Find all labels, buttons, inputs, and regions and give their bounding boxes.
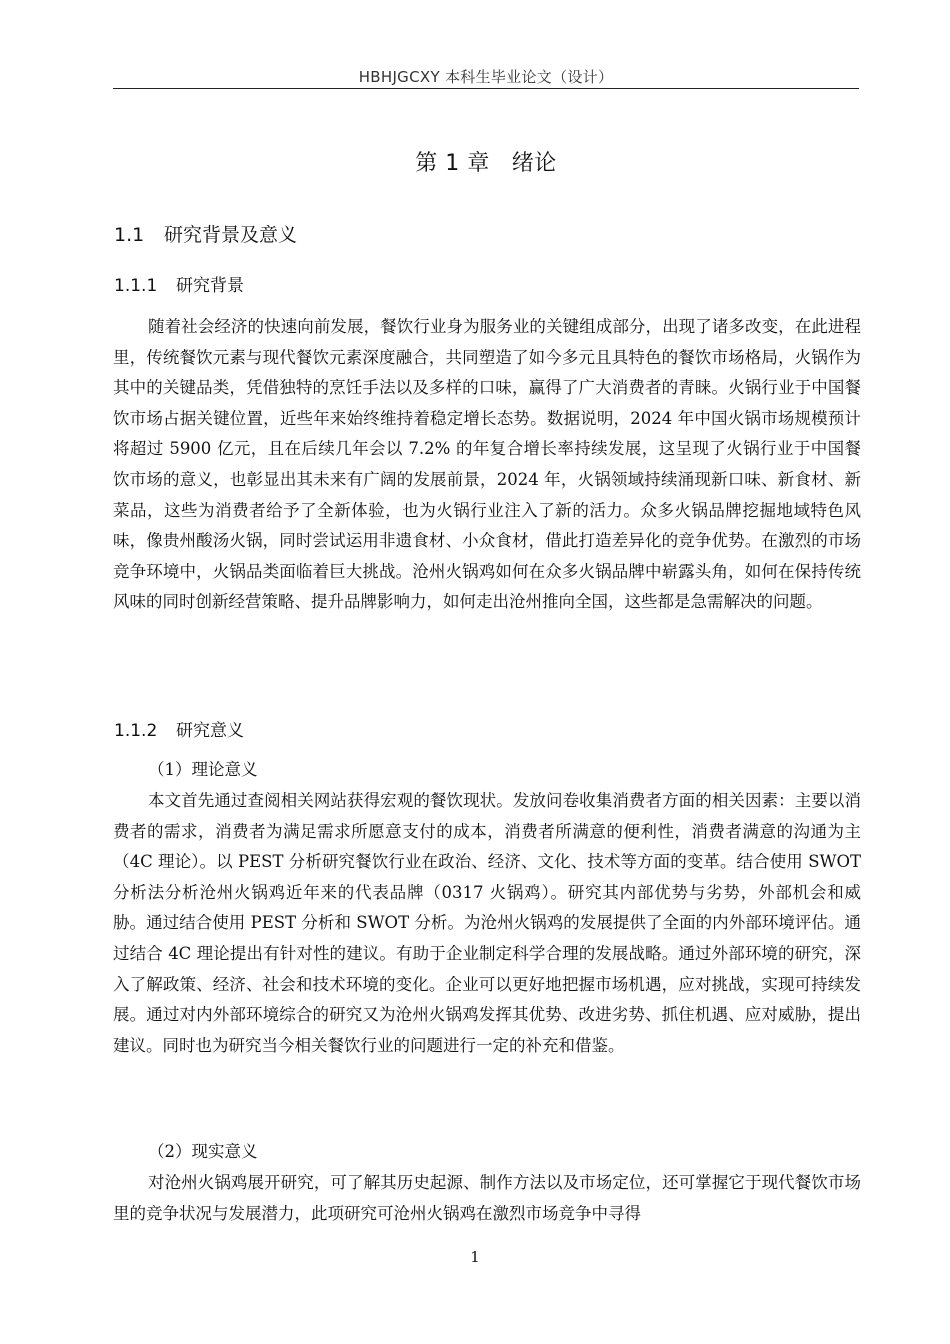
theory-label: （1）理论意义: [148, 760, 258, 779]
section-number: 1.1: [114, 224, 145, 246]
subsection-number: 1.1.1: [114, 276, 158, 296]
theory-paragraph: 本文首先通过查阅相关网站获得宏观的餐饮现状。发放问卷收集消费者方面的相关因素：主要以消费者的需求，消费者为满足需求所愿意支付的成本，消费者所满意的便利性，消费者满意的沟通为主（4C 理论）。以 PEST 分析研究餐饮行业在政治、经济、文化、技术等方面的变革。结合使用 SWOT 分析法分析沧州火锅鸡近年来的代表品牌（0317 火锅鸡）。研究其内部优势与劣势，外部机会和威胁。通过结合使用 PEST 分析和 SWOT 分析。为沧州火锅鸡的发展提供了全面的内外部环境评估。通过结合 4C 理论提出有针对性的建议。有助于企业制定科学合理的发展战略。通过外部环境的研究，深入了解政策、经济、社会和技术环境的变化。企业可以更好地把握市场机遇，应对挑战，实现可持续发展。通过对内外部环境综合的研究又为沧州火锅鸡发挥其优势、改进劣势、抓住机遇、应对威胁，提出建议。同时也为研究当今相关餐饮行业的问题进行一定的补充和借鉴。: [113, 791, 861, 1055]
practice-label: （2）现实意义: [148, 1142, 258, 1161]
chapter-number: 第 1 章: [415, 151, 490, 176]
chapter-title: [113, 146, 859, 177]
subsection-number: 1.1.2: [114, 721, 158, 741]
section-heading: [114, 220, 297, 247]
subsection-heading-background: [114, 271, 244, 296]
header-divider: [113, 88, 859, 89]
background-paragraph: 随着社会经济的快速向前发展，餐饮行业身为服务业的关键组成部分，出现了诸多改变，在此进程里，传统餐饮元素与现代餐饮元素深度融合，共同塑造了如今多元且具特色的餐饮市场格局，火锅作为其中的关键品类，凭借独特的烹饪手法以及多样的口味，赢得了广大消费者的青睐。火锅行业于中国餐饮市场占据关键位置，近些年来始终维持着稳定增长态势。数据说明，2024 年中国火锅市场规模预计将超过 5900 亿元，且在后续几年会以 7.2% 的年复合增长率持续发展，这呈现了火锅行业于中国餐饮市场的意义，也彰显出其未来有广阔的发展前景，2024 年，火锅领域持续涌现新口味、新食材、新菜品，这些为消费者给予了全新体验，也为火锅行业注入了新的活力。众多火锅品牌挖掘地域特色风味，像贵州酸汤火锅，同时尝试运用非遗食材、小众食材，借此打造差异化的竞争优势。在激烈的市场竞争环境中，火锅品类面临着巨大挑战。沧州火锅鸡如何在众多火锅品牌中崭露头角，如何在保持传统风味的同时创新经营策略、提升品牌影响力，如何走出沧州推向全国，这些都是急需解决的问题。: [113, 317, 861, 612]
chapter-name: 绪论: [511, 151, 557, 176]
practice-paragraph: 对沧州火锅鸡展开研究，可了解其历史起源、制作方法以及市场定位，还可掌握它于现代餐饮市场里的竞争状况与发展潜力，此项研究可沧州火锅鸡在激烈市场竞争中寻得: [113, 1173, 861, 1223]
subsection-title: 研究意义: [176, 721, 244, 741]
subsection-title: 研究背景: [176, 276, 244, 296]
running-header: HBHJGCXY 本科生毕业论文（设计）: [358, 68, 614, 86]
page-number: 1: [470, 1248, 480, 1266]
section-title: 研究背景及意义: [164, 224, 298, 246]
subsection-heading-significance: [114, 716, 244, 741]
